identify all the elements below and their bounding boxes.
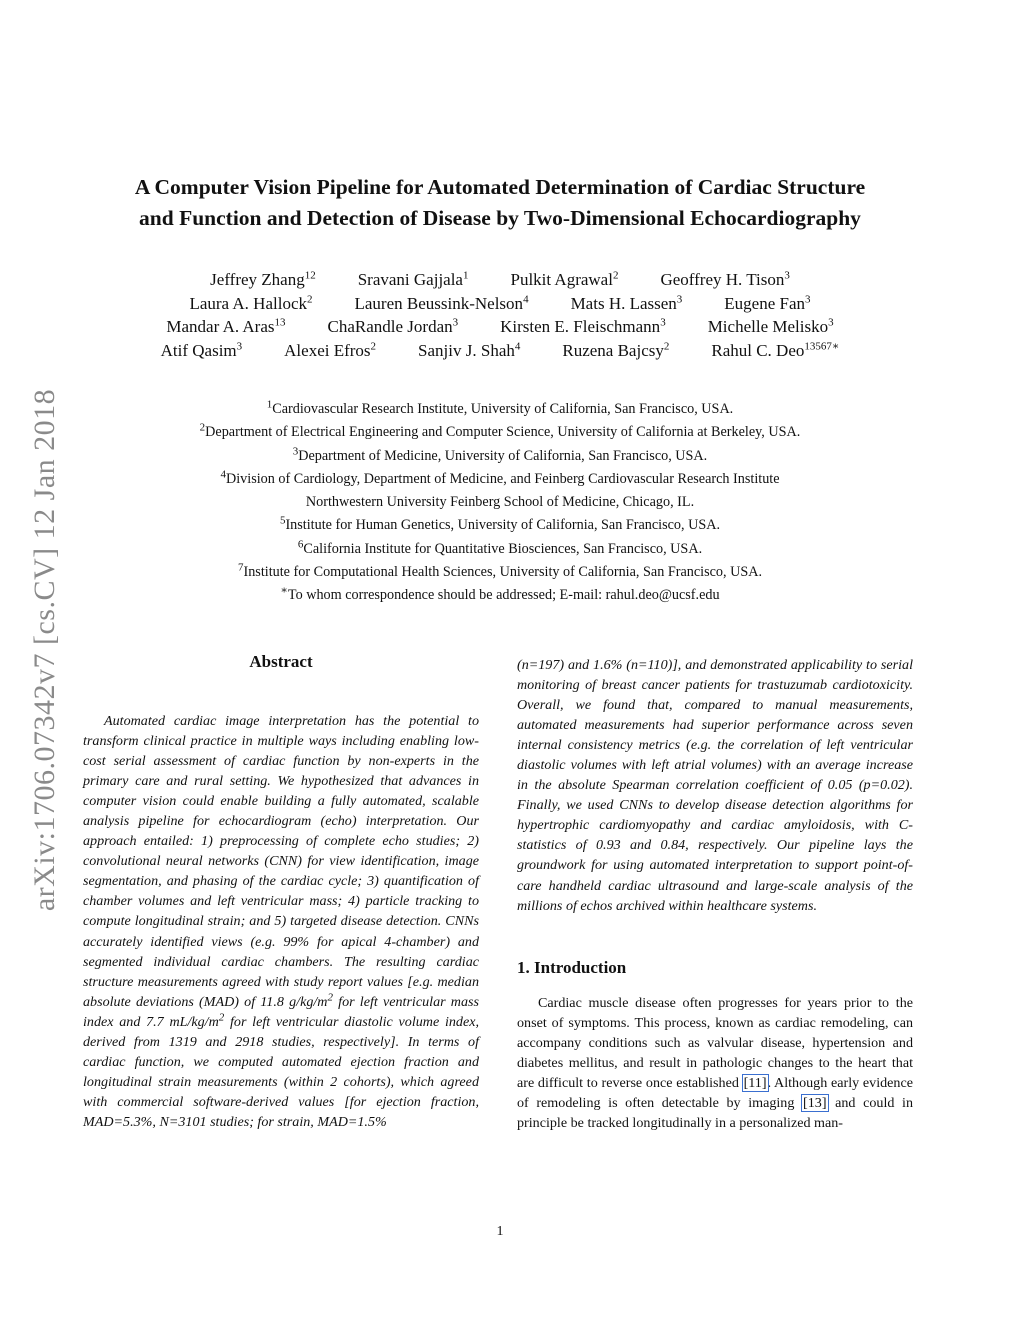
author: Mandar A. Aras$^{13}$ (166, 316, 286, 336)
affiliation: $^1$Cardiovascular Research Institute, University of California, San Francisco, USA. (266, 398, 734, 417)
abstract-heading: Abstract (249, 652, 313, 671)
abstract-text-continued: (n=197) and 1.6% (n=110)], and demonstrated applicability to serial monitoring of breast cancer patients for trastuzumab cardiotoxicity. Overall, we found that, compared to manual measurements, automated measurements had superior performance across seven internal consistency metrics (e.g. the correlation of left ventricular diastolic volumes with left atrial volumes) with an average increase in the absolute Spearman correlation coefficient of 0.05 (p=0.02). Finally, we used CNNs to develop disease detection algorithms for hypertrophic cardiomyopathy and cardiac amyloidosis, with C-statistics of 0.93 and 0.84, respectively. Our pipeline lays the groundwork for using automated interpretation to support point-of-care handheld cardiac ultrasound and large-scale analysis of the millions of echos archived within healthcare systems. (517, 657, 913, 914)
abstract-text: Automated cardiac image interpretation has the potential to transform clinical practice in multiple ways including enabling low-cost serial assessment of cardiac function by non-experts in the primary care and rural setting. We hypothesized that advances in computer vision could enable building a fully automated, scalable analysis pipeline for echocardiogram (echo) interpretation. Our approach entailed: 1) preprocessing of complete echo studies; 2) convolutional neural networks (CNN) for view identification, image segmentation, and phasing of the cardiac cycle; 3) quantification of chamber volumes and left ventricular mass; 4) particle tracking to compute longitudinal strain; and 5) targeted disease detection. CNNs accurately identified views (e.g. 99% for apical 4-chamber) and segmented individual cardiac chambers. The resulting cardiac structure measurements agreed with study report values [e.g. median absolute deviations (MAD) of 11.8 $g/kg/m^2$ for left ventricular mass index and 7.7 $mL/kg/m^2$ for left ventricular diastolic volume index, derived from 1319 and 2918 studies, respectively]. In terms of cardiac function, we computed automated ejection fraction and longitudinal strain measurements (within 2 cohorts), which agreed with commercial software-derived values [for ejection fraction, MAD=5.3%, N=3101 studies; for strain, MAD=1.5% (83, 713, 479, 1130)
affiliation: $^5$Institute for Human Genetics, University of California, San Francisco, USA. (279, 514, 721, 534)
correspondence: ∗To whom correspondence should be addressed; E-mail: rahul.deo@ucsf.edu (280, 584, 720, 604)
affiliation: $^6$California Institute for Quantitative Biosciences, San Francisco, USA. (297, 538, 703, 557)
title-line-1: A Computer Vision Pipeline for Automated Determination of Cardiac Structure (134, 175, 866, 199)
affiliation: $^3$Department of Medicine, University of California, San Francisco, USA. (292, 444, 708, 464)
citation-link[interactable]: [11] (743, 1074, 767, 1091)
author: Geoffrey H. Tison$^3$ (660, 269, 790, 289)
paper-title (60, 172, 940, 234)
author: Sravani Gajjala$^1$ (357, 269, 469, 289)
affiliation: $^7$Institute for Computational Health Sciences, University of California, San Francisco, USA. (237, 561, 763, 581)
author-row (60, 292, 940, 316)
author: Mats H. Lassen$^3$ (570, 292, 683, 313)
author: Michelle Melisko$^3$ (707, 316, 834, 336)
author-row (60, 315, 940, 339)
introduction-text: Cardiac muscle disease often progresses for years prior to the onset of symptoms. This process, known as cardiac remodeling, can accompany conditions such as valvular disease, hypertension and diabetes mellitus, and result in pathologic changes to the heart that are difficult to reverse once established [11]. Although early evidence of remodeling is often detectable by imaging [13] and could in principle be tracked longitudinally in a personalized man- (517, 994, 913, 1131)
right-column (517, 655, 913, 1133)
author: Sanjiv J. Shah$^4$ (418, 339, 521, 360)
affiliation: Northwestern University Feinberg School of Medicine, Chicago, IL. (305, 494, 695, 511)
author-list (60, 268, 940, 362)
author: Kirsten E. Fleischmann$^3$ (500, 316, 666, 336)
author-row (60, 339, 940, 363)
author: Rahul C. Deo$^{13567∗}$ (711, 339, 840, 360)
author-row (60, 268, 940, 292)
page-number: 1 (496, 1224, 504, 1239)
author: Eugene Fan$^3$ (724, 292, 811, 313)
author: Laura A. Hallock$^2$ (189, 292, 313, 313)
author: Alexei Efros$^2$ (284, 339, 377, 360)
affiliation: $^4$Division of Cardiology, Department of Medicine, and Feinberg Cardiovascular Research Institute (220, 468, 780, 487)
author: Jeffrey Zhang$^{12}$ (210, 269, 316, 289)
author: Lauren Beussink-Nelson$^4$ (354, 292, 529, 313)
author: Atif Qasim$^3$ (160, 339, 243, 360)
citation-link[interactable]: [13] (803, 1094, 827, 1111)
left-column (83, 652, 479, 1132)
introduction-heading: 1. Introduction (517, 957, 627, 977)
affiliations (60, 398, 940, 608)
author: Ruzena Bajcsy$^2$ (562, 339, 670, 360)
arxiv-id: arXiv:1706.07342v7 [cs.CV] 12 Jan 2018 (28, 388, 61, 912)
author: Pulkit Agrawal$^2$ (510, 269, 619, 289)
author: ChaRandle Jordan$^3$ (327, 316, 459, 336)
arxiv-sidebar-stamp (27, 355, 63, 945)
title-line-2: and Function and Detection of Disease by Two-Dimensional Echocardiography (139, 206, 861, 230)
affiliation: $^2$Department of Electrical Engineering and Computer Science, University of California at Berkeley, USA. (199, 421, 801, 441)
